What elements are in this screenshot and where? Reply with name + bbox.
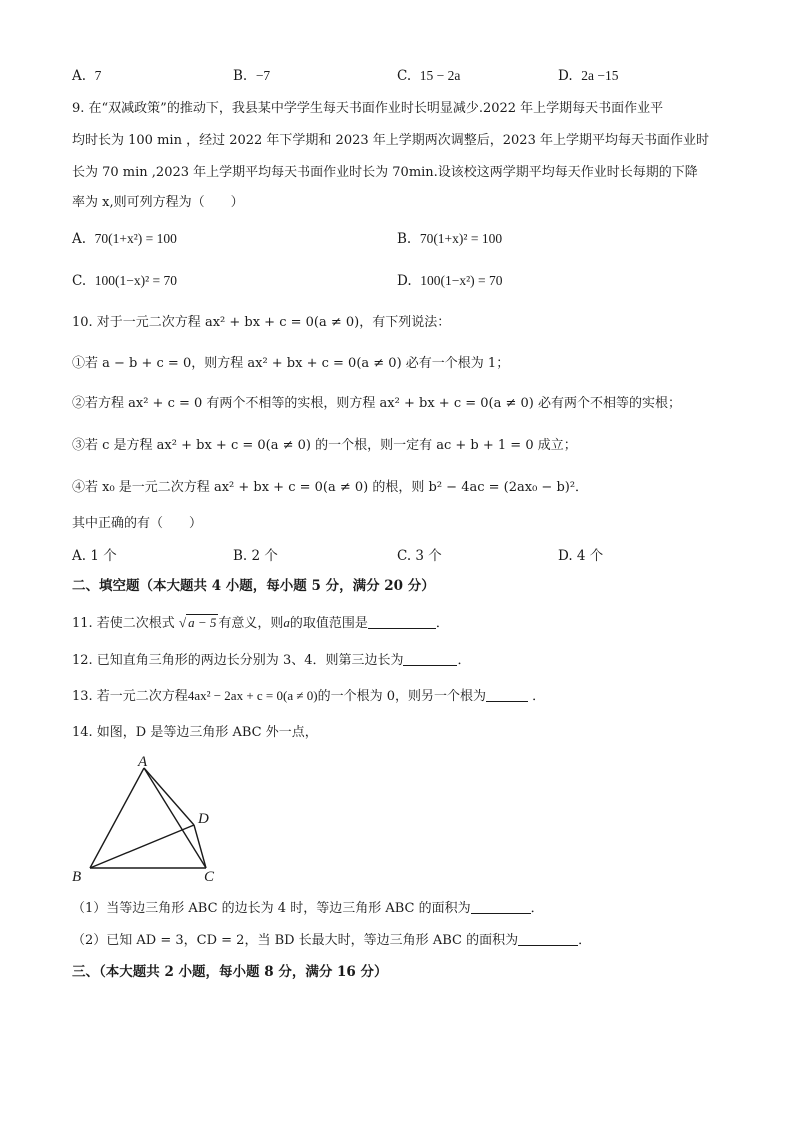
q10-statement-4: ④若 x₀ 是一元二次方程 ax² + bx + c = 0(a ≠ 0) 的根，则 b² − 4ac = (2ax₀ − b)²．: [72, 480, 589, 495]
q11-radicand: a − 5: [188, 615, 217, 630]
section-2-title: 二、填空题（本大题共 4 小题，每小题 5 分，满分 20 分）: [72, 578, 435, 594]
q14-sub-2-end: ．: [578, 933, 592, 948]
q10-option-d: D. 4 个: [558, 548, 604, 564]
q14-sub-1-text: （1）当等边三角形 ABC 的边长为 4 时，等边三角形 ABC 的面积为: [72, 901, 471, 916]
q11: [72, 613, 449, 634]
q11-var: a: [283, 615, 290, 630]
edge-dc: [194, 825, 206, 868]
q10-option-b: B. 2 个: [233, 548, 278, 564]
q8-option-d: D. 2a −15: [558, 68, 619, 84]
q13-mid: 的一个根为 0，则另一个根为: [317, 689, 486, 704]
q10-which: 其中正确的有（ ）: [72, 516, 203, 531]
q10-option-c: C. 3 个: [397, 548, 442, 564]
q13-answer-blank[interactable]: [486, 687, 528, 702]
q11-end: ．: [435, 616, 449, 631]
q14-sub-1: [72, 899, 544, 919]
q9-option-d: D. 100(1−x²) = 70: [397, 273, 503, 289]
q9-line-2: 均时长为 100 min ，经过 2022 年下学期和 2023 年上学期两次调整后，2023 年上学期平均每天书面作业时: [72, 133, 709, 148]
q9-option-b: B. 70(1+x)² = 100: [397, 231, 503, 247]
q10-statement-3: ③若 c 是方程 ax² + bx + c = 0(a ≠ 0) 的一个根，则一定有 ac + b + 1 = 0 成立；: [72, 438, 577, 453]
triangle-figure: [68, 750, 228, 890]
edge-ac: [144, 768, 206, 868]
q9-line-1: 9. 在“双减政策”的推动下，我县某中学学生每天书面作业时长明显减少.2022 年上学期每天书面作业平: [72, 101, 664, 116]
q14-stem: 14. 如图，D 是等边三角形 ABC 外一点，: [72, 725, 318, 740]
q12-end: ．: [457, 653, 471, 668]
q13-pre: 13. 若一元二次方程: [72, 689, 188, 704]
q11-mid: 有意义，则: [218, 616, 284, 631]
edge-bd: [90, 825, 194, 868]
q8-option-b: B. −7: [233, 68, 271, 84]
edge-ab: [90, 768, 144, 868]
q12-text: 12. 已知直角三角形的两边长分别为 3、4．则第三边长为: [72, 653, 404, 668]
q14-sub-2-answer-blank[interactable]: [518, 931, 578, 946]
q14-sub-1-answer-blank[interactable]: [471, 899, 531, 914]
q11-answer-blank[interactable]: [368, 614, 436, 629]
q10-stem: 10. 对于一元二次方程 ax² + bx + c = 0(a ≠ 0)，有下列说法：: [72, 315, 451, 330]
q8-option-a: A. 7: [72, 68, 102, 84]
q14-sub-2: [72, 931, 591, 951]
q10-option-a: A. 1 个: [72, 548, 117, 564]
q11-radical: √ a − 5: [178, 615, 217, 630]
label-b: B: [72, 869, 82, 885]
q11-post: 的取值范围是: [289, 616, 368, 631]
q9-line-3: 长为 70 min ,2023 年上学期平均每天书面作业时长为 70min.设该校这两学期平均每天作业时长每期的下降: [72, 165, 698, 180]
q11-pre: 11. 若使二次根式: [72, 616, 175, 631]
label-a: A: [138, 754, 148, 770]
q14-sub-1-end: ．: [530, 901, 544, 916]
q13-equation: 4ax² − 2ax + c = 0(a ≠ 0): [187, 688, 318, 703]
q9-option-a: A. 70(1+x²) = 100: [72, 231, 177, 247]
q9-option-c: C. 100(1−x)² = 70: [72, 273, 177, 289]
q9-line-4: 率为 x,则可列方程为（ ）: [72, 195, 244, 210]
label-d: D: [198, 811, 209, 827]
section-3-title: 三、（本大题共 2 小题，每小题 8 分，满分 16 分）: [72, 964, 388, 980]
label-c: C: [204, 869, 215, 885]
q12-answer-blank[interactable]: [403, 651, 457, 666]
q10-statement-1: ①若 a − b + c = 0，则方程 ax² + bx + c = 0(a ≠ 0) 必有一个根为 1；: [72, 356, 510, 371]
edge-ad: [144, 768, 194, 825]
q10-statement-2: ②若方程 ax² + c = 0 有两个不相等的实根，则方程 ax² + bx + c = 0(a ≠ 0) 必有两个不相等的实根；: [72, 396, 681, 411]
q12: [72, 651, 471, 671]
q13-end: ．: [532, 689, 546, 704]
q14-sub-2-text: （2）已知 AD = 3，CD = 2，当 BD 长最大时，等边三角形 ABC 的面积为: [72, 933, 519, 948]
q13: [72, 686, 545, 707]
q8-option-c: C. 15 − 2a: [397, 68, 461, 84]
